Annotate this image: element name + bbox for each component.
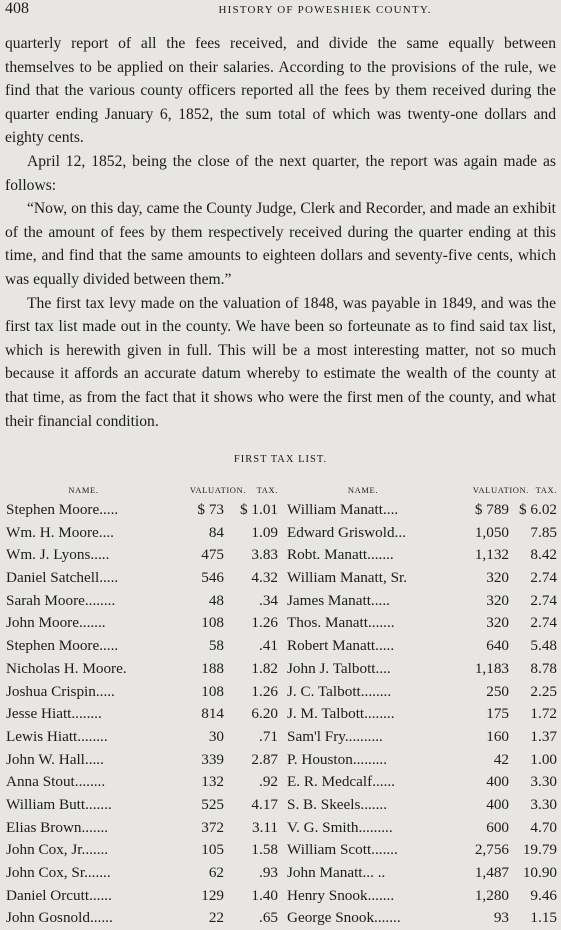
tax-cell: 1.26 [251,682,278,700]
table-row [287,635,557,658]
tax-cell: .41 [259,637,278,655]
tax-cell: 7.85 [530,523,557,541]
table-row [6,681,278,704]
paragraph: quarterly report of all the fees received, and divide the same equally between themselves to be applied on their salaries. According to the provisions of the rule, we find that the various county officers reported all the fees by them received during the quarter ending January 6, 1852, the sum total of which was twenty-one dollars and eighty cents. [5,35,556,147]
table-row [6,522,278,545]
tax-cell: 1.09 [251,523,278,541]
valuation-cell: 129 [201,886,224,904]
taxpayer-name: William Manatt, Sr. [287,569,408,587]
page-header [5,0,555,20]
valuation-cell: 62 [208,864,224,881]
valuation-cell: 108 [201,682,224,700]
column-headers [6,485,278,499]
taxpayer-name: John J. Talbott.... [287,659,391,677]
tax-cell: 1.00 [530,750,557,768]
tax-cell: 4.70 [530,818,557,836]
tax-cell: 1.58 [251,841,278,859]
tax-cell: 2.74 [530,591,557,609]
valuation-cell: 475 [201,546,224,564]
tax-cell: 1.40 [251,886,278,904]
tax-cell: 6.20 [251,705,278,723]
table-row [287,681,557,704]
valuation-cell: $ 73 [197,501,224,518]
table-row [6,499,278,522]
table-row [6,817,278,840]
taxpayer-name: V. G. Smith......... [287,818,393,836]
valuation-cell: 372 [201,818,224,836]
valuation-cell: 250 [486,682,509,700]
table-row [287,544,557,567]
tax-list-right-column [287,485,557,930]
table-row [287,907,557,930]
body-text [5,32,556,433]
taxpayer-name: Jesse Hiatt........ [6,705,102,723]
tax-cell: .93 [259,864,278,881]
taxpayer-name: E. R. Medcalf...... [287,773,395,791]
valuation-cell: 48 [208,591,224,609]
table-row [6,658,278,681]
valuation-cell: 525 [201,795,224,813]
paragraph: April 12, 1852, being the close of the next quarter, the report was again made as follows: [5,152,556,194]
table-row [287,794,557,817]
valuation-cell: 400 [486,795,509,813]
taxpayer-name: Sam'l Fry.......... [287,727,383,745]
taxpayer-name: Robert Manatt..... [287,637,395,655]
taxpayer-name: George Snook....... [287,909,401,927]
taxpayer-name: Wm. H. Moore.... [6,523,114,541]
valuation-cell: 175 [486,705,509,723]
tax-cell: 2.74 [530,569,557,587]
valuation-cell: 546 [201,569,224,587]
tax-cell: 1.15 [530,909,557,927]
taxpayer-name: Sarah Moore........ [6,591,116,609]
table-row [6,703,278,726]
tax-cell: 4.17 [251,795,278,813]
taxpayer-name: William Scott....... [287,841,398,859]
valuation-cell: 320 [486,569,509,587]
tax-cell: 9.46 [530,886,557,904]
valuation-cell: 42 [493,750,509,768]
tax-cell: 1.82 [251,659,278,677]
tax-list-left-column [6,485,278,930]
taxpayer-name: Edward Griswold... [287,523,406,541]
tax-list-title: FIRST TAX LIST. [233,454,328,465]
table-row [6,567,278,590]
valuation-cell: 93 [493,909,509,927]
taxpayer-name: P. Houston......... [287,750,388,768]
taxpayer-name: John W. Hall..... [6,750,104,768]
valuation-cell: 320 [486,591,509,609]
valuation-header: VALUATION. [189,485,246,495]
table-row [6,839,278,862]
valuation-cell: 1,132 [474,546,509,564]
table-row [287,590,557,613]
table-row [287,703,557,726]
valuation-cell: 188 [201,659,224,677]
tax-cell: 2.25 [530,682,557,700]
valuation-cell: 1,487 [474,864,509,881]
tax-cell: 10.90 [522,864,557,881]
tax-cell: .71 [259,727,278,745]
valuation-cell: 814 [201,705,224,723]
taxpayer-name: James Manatt..... [287,591,390,609]
table-row [6,749,278,772]
tax-cell: 8.42 [530,546,557,564]
taxpayer-name: Robt. Manatt....... [287,546,394,564]
table-row [287,499,557,522]
valuation-cell: 22 [208,909,224,927]
tax-cell: .65 [259,909,278,927]
table-row [287,567,557,590]
taxpayer-name: Daniel Orcutt...... [6,886,112,904]
taxpayer-name: Nicholas H. Moore. [6,659,127,677]
tax-cell: 2.74 [530,614,557,632]
tax-cell: 3.30 [530,795,557,813]
table-row [6,885,278,908]
valuation-cell: 2,756 [474,841,509,859]
taxpayer-name: John Cox, Sr....... [6,864,111,881]
valuation-cell: 1,050 [474,523,509,541]
valuation-cell: $ 789 [474,501,509,518]
table-row [6,907,278,930]
taxpayer-name: William Butt....... [6,795,112,813]
tax-cell: 3.11 [251,818,278,836]
tax-cell: .34 [259,591,278,609]
tax-header: TAX. [256,485,278,495]
taxpayer-name: John Gosnold...... [6,909,113,927]
running-head: HISTORY OF POWESHIEK COUNTY. [218,4,432,16]
valuation-cell: 400 [486,773,509,791]
valuation-cell: 320 [486,614,509,632]
taxpayer-name: Anna Stout........ [6,773,106,791]
table-row [287,771,557,794]
taxpayer-name: John Manatt... .. [287,864,386,881]
paragraph: The first tax levy made on the valuation of 1848, was payable in 1849, and was the first tax list made out in the county. We have been so forteunate as to find said tax list, which is herewith given in full. This will be a most interesting matter, not so much because it affords an accurate datum whereby to estimate the wealth of the county at that time, as from the fact that it shows who were the first men of the county, and what their financial condition. [5,294,556,430]
valuation-cell: 600 [486,818,509,836]
valuation-header: VALUATION. [472,485,529,495]
taxpayer-name: Stephen Moore..... [6,637,119,655]
taxpayer-name: John Cox, Jr....... [6,841,109,859]
table-row [287,749,557,772]
taxpayer-name: Henry Snook....... [287,886,395,904]
tax-cell: $ 6.02 [519,501,557,518]
tax-rows-left [6,499,278,930]
tax-rows-right [287,499,557,930]
valuation-cell: 108 [201,614,224,632]
taxpayer-name: Joshua Crispin..... [6,682,115,700]
column-headers [287,485,557,499]
tax-cell: 1.72 [530,705,557,723]
tax-cell: 3.83 [251,546,278,564]
valuation-cell: 132 [201,773,224,791]
tax-cell: 1.26 [251,614,278,632]
table-row [6,635,278,658]
valuation-cell: 58 [208,637,224,655]
table-row [287,726,557,749]
table-row [6,794,278,817]
valuation-cell: 30 [208,727,224,745]
taxpayer-name: John Moore....... [6,614,106,632]
tax-header: TAX. [535,485,557,495]
valuation-cell: 84 [208,523,224,541]
table-row [287,862,557,885]
taxpayer-name: J. M. Talbott........ [287,705,395,723]
table-row [287,658,557,681]
table-row [287,612,557,635]
table-row [287,839,557,862]
table-row [287,885,557,908]
valuation-cell: 1,280 [474,886,509,904]
taxpayer-name: S. B. Skeels....... [287,795,387,813]
valuation-cell: 105 [201,841,224,859]
tax-cell: 5.48 [530,637,557,655]
taxpayer-name: Thos. Manatt....... [287,614,395,632]
tax-cell: $ 1.01 [240,501,278,518]
table-row [287,522,557,545]
taxpayer-name: J. C. Talbott........ [287,682,392,700]
taxpayer-name: Lewis Hiatt........ [6,727,108,745]
valuation-cell: 1,183 [474,659,509,677]
taxpayer-name: Stephen Moore..... [6,501,119,518]
tax-cell: 19.79 [522,841,557,859]
tax-cell: 3.30 [530,773,557,791]
quoted-paragraph: “Now, on this day, came the County Judge, Clerk and Recorder, and made an exhibit of the amount of fees by them respectively received during the quarter ending at this time, and find that the same amounts to eighteen dollars and seventy-five cents, which was equally divided between them.” [5,200,556,288]
tax-cell: 8.78 [530,659,557,677]
tax-cell: .92 [259,773,278,791]
valuation-cell: 640 [486,637,509,655]
taxpayer-name: William Manatt.... [287,501,399,518]
table-row [6,726,278,749]
page-number: 408 [5,0,29,17]
name-header: NAME. [347,485,379,495]
tax-cell: 4.32 [251,569,278,587]
valuation-cell: 339 [201,750,224,768]
tax-cell: 2.87 [251,750,278,768]
table-row [6,612,278,635]
table-row [6,771,278,794]
table-row [287,817,557,840]
table-row [6,544,278,567]
name-header: NAME. [68,485,99,495]
tax-cell: 1.37 [530,727,557,745]
taxpayer-name: Wm. J. Lyons..... [6,546,110,564]
taxpayer-name: Elias Brown....... [6,818,109,836]
table-row [6,590,278,613]
taxpayer-name: Daniel Satchell..... [6,569,119,587]
table-row [6,862,278,885]
valuation-cell: 160 [486,727,509,745]
